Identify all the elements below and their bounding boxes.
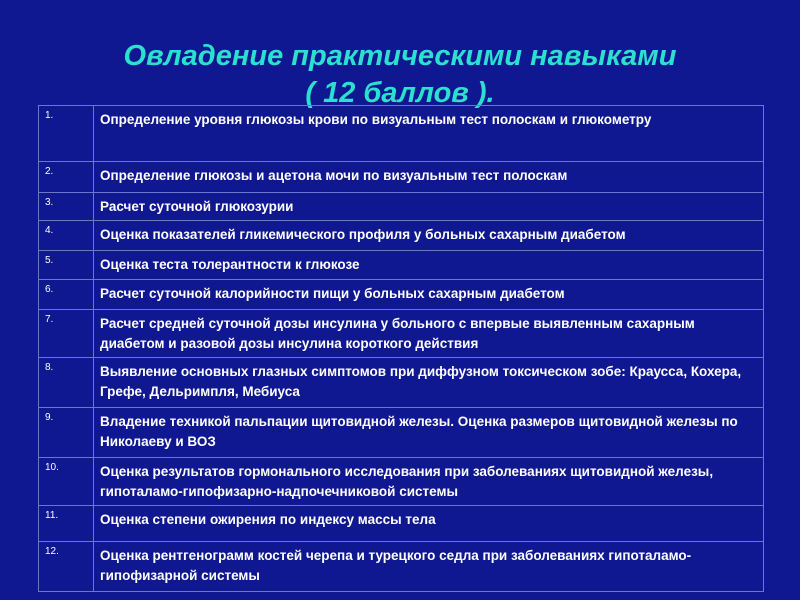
- table-row: [39, 506, 764, 542]
- row-number: 7.: [39, 310, 94, 358]
- row-number: 11.: [39, 506, 94, 542]
- row-number: 10.: [39, 458, 94, 506]
- row-number: 6.: [39, 280, 94, 310]
- table-row: [39, 106, 764, 162]
- slide-title: [0, 38, 800, 112]
- row-text: Расчет суточной глюкозурии: [94, 193, 764, 221]
- row-text: Определение глюкозы и ацетона мочи по визуальным тест полоскам: [94, 162, 764, 193]
- title-line-1: Овладение практическими навыками: [123, 40, 677, 72]
- table-row: [39, 251, 764, 280]
- row-text: Владение техникой пальпации щитовидной железы. Оценка размеров щитовидной железы по Николаеву и ВОЗ: [94, 408, 764, 458]
- table-row: [39, 162, 764, 193]
- row-text: Оценка рентгенограмм костей черепа и турецкого седла при заболеваниях гипоталамо-гипофизарной системы: [94, 542, 764, 592]
- table-row: [39, 310, 764, 358]
- row-text: Оценка степени ожирения по индексу массы тела: [94, 506, 764, 542]
- table-row: [39, 408, 764, 458]
- row-number: 2.: [39, 162, 94, 193]
- table-row: [39, 221, 764, 251]
- table-row: [39, 358, 764, 408]
- row-text: Оценка результатов гормонального исследования при заболеваниях щитовидной железы, гипоталамо-гипофизарно-надпочечниковой системы: [94, 458, 764, 506]
- title-line-2: ( 12 баллов ).: [305, 77, 495, 109]
- row-number: 5.: [39, 251, 94, 280]
- row-text: Определение уровня глюкозы крови по визуальным тест полоскам и глюкометру: [94, 106, 764, 162]
- row-number: 8.: [39, 358, 94, 408]
- row-number: 1.: [39, 106, 94, 162]
- table-row: [39, 542, 764, 592]
- row-text: Выявление основных глазных симптомов при диффузном токсическом зобе: Краусса, Кохера, Грефе, Дельримпля, Мебиуса: [94, 358, 764, 408]
- row-text: Оценка теста толерантности к глюкозе: [94, 251, 764, 280]
- row-text: Оценка показателей гликемического профиля у больных сахарным диабетом: [94, 221, 764, 251]
- skills-table: [38, 105, 764, 592]
- row-number: 12.: [39, 542, 94, 592]
- table-row: [39, 193, 764, 221]
- row-text: Расчет суточной калорийности пищи у больных сахарным диабетом: [94, 280, 764, 310]
- table-row: [39, 280, 764, 310]
- row-number: 4.: [39, 221, 94, 251]
- table-row: [39, 458, 764, 506]
- row-text: Расчет средней суточной дозы инсулина у больного с впервые выявленным сахарным диабетом и разовой дозы инсулина короткого действия: [94, 310, 764, 358]
- row-number: 3.: [39, 193, 94, 221]
- row-number: 9.: [39, 408, 94, 458]
